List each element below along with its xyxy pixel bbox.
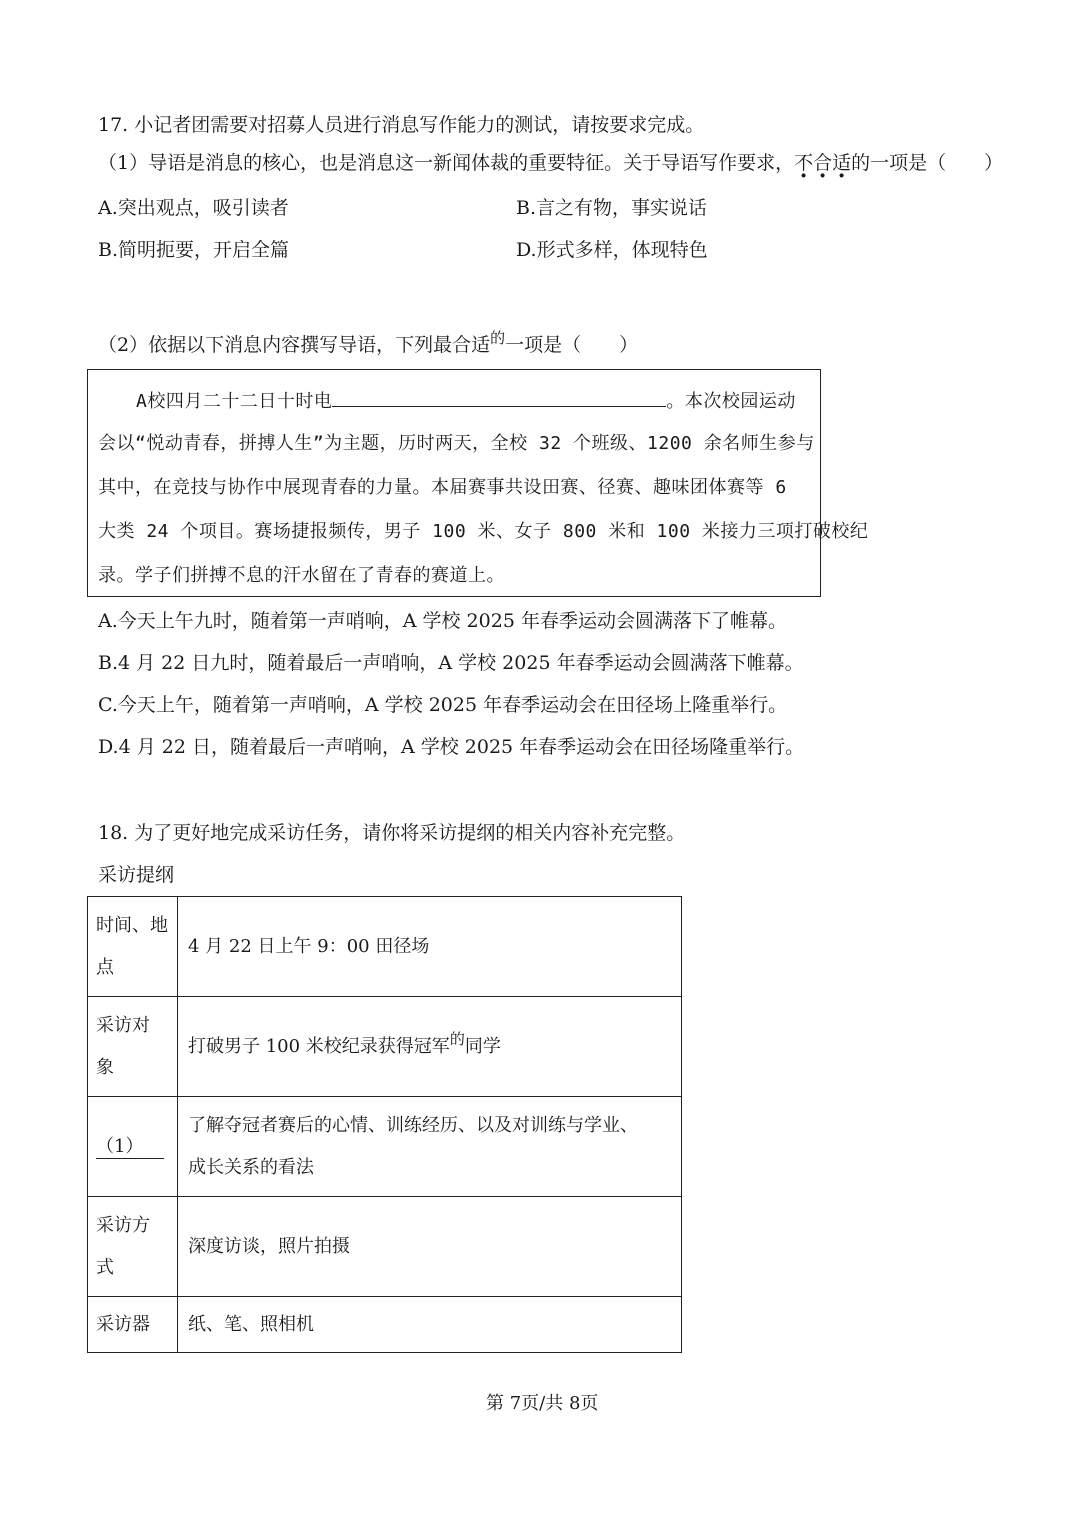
q17-part2-stem: [98, 329, 639, 358]
q17-part1-prefix: （1）导语是消息的核心，也是消息这一新闻体裁的重要特征。关于导语写作要求，: [98, 152, 795, 174]
row-value-pre: 打破男子 100 米校纪录获得冠军: [188, 1035, 450, 1057]
passage-dateline: A校四月二十二日十时电: [136, 391, 333, 412]
row-key-line2: 点: [96, 956, 114, 978]
q17-part2-option-b: B.4 月 22 日九时，随着最后一声哨响，A 学校 2025 年春季运动会圆满落下帷幕。: [98, 652, 804, 674]
passage-line-2: 会以“悦动青春，拼搏人生”为主题，历时两天，全校 32 个班级、1200 余名师生参与: [98, 433, 815, 454]
interview-outline-table: [87, 896, 682, 1353]
row-key-line1: 时间、地: [96, 914, 168, 936]
passage-line-3: 其中，在竞技与协作中展现青春的力量。本届赛事共设田赛、径赛、趣味团体赛等 6: [98, 477, 787, 498]
q18-title: 18. 为了更好地完成采访任务，请你将采访提纲的相关内容补充完整。: [98, 822, 686, 844]
row-value: 纸、笔、照相机: [178, 1297, 682, 1353]
row-value: 4 月 22 日上午 9：00 田径场: [178, 897, 682, 997]
row-key-blank: [88, 1097, 178, 1197]
emphasis-char: 不: [794, 152, 814, 174]
row-value-post: 同学: [464, 1035, 501, 1057]
q17-part1-option-a: A.突出观点，吸引读者: [98, 197, 289, 219]
passage-line-1: [136, 388, 796, 414]
q17-part2-option-d: D.4 月 22 日，随着最后一声哨响，A 学校 2025 年春季运动会在田径场隆重举行。: [98, 736, 805, 758]
q17-part2-sup: 的: [490, 329, 506, 347]
q17-part2-suffix: 一项是（: [505, 334, 582, 356]
passage-line1-tail: 。本次校园运动: [666, 391, 796, 412]
q17-part2-prefix: （2）依据以下消息内容撰写导语，下列最合适: [98, 334, 491, 356]
fill-in-blank: （1）: [96, 1136, 164, 1159]
row-key-line1: 采访方: [96, 1214, 150, 1236]
row-key-line1: 采访对: [96, 1014, 150, 1036]
q17-part1-option-b: B.言之有物，事实说话: [516, 197, 708, 219]
table-row: [88, 897, 682, 997]
q17-title: 17. 小记者团需要对招募人员进行消息写作能力的测试，请按要求完成。: [98, 114, 705, 136]
q17-part1-option-c: B.简明扼要，开启全篇: [98, 239, 290, 261]
q17-part2-option-c: C.今天上午，随着第一声哨响，A 学校 2025 年春季运动会在田径场上隆重举行。: [98, 694, 788, 716]
row-value: [178, 997, 682, 1097]
row-key-line2: 式: [96, 1256, 114, 1278]
passage-line-5: 录。学子们拼搏不息的汗水留在了青春的赛道上。: [98, 565, 505, 586]
row-value-line2: 成长关系的看法: [188, 1156, 314, 1178]
row-value-sup: 的: [449, 1029, 465, 1048]
q17-part2-close: ）: [619, 334, 639, 356]
page-footer: 第 7页/共 8页: [486, 1393, 599, 1414]
row-key: [88, 997, 178, 1097]
q17-part1-stem: [98, 151, 1003, 175]
row-key: [88, 1197, 178, 1297]
q17-part1-close: ）: [984, 152, 1004, 174]
row-value-line1: 了解夺冠者赛后的心情、训练经历、以及对训练与学业、: [188, 1114, 638, 1136]
emphasis-char: 适: [832, 152, 852, 174]
q17-part1-suffix: 的一项是（: [851, 152, 947, 174]
table-row: [88, 1097, 682, 1197]
q18-subtitle: 采访提纲: [98, 864, 175, 886]
table-row: [88, 1197, 682, 1297]
passage-line-4: 大类 24 个项目。赛场捷报频传，男子 100 米、女子 800 米和 100 米接力三项打破校纪: [98, 521, 869, 542]
row-value: 深度访谈，照片拍摄: [178, 1197, 682, 1297]
table-row: [88, 997, 682, 1097]
row-key-line2: 象: [96, 1056, 114, 1078]
passage-box: [87, 369, 869, 597]
row-key: 采访器: [88, 1297, 178, 1353]
q17-part2-option-a: A.今天上午九时，随着第一声哨响，A 学校 2025 年春季运动会圆满落下了帷幕。: [98, 610, 787, 632]
row-value: [178, 1097, 682, 1197]
table-row: [88, 1297, 682, 1353]
emphasis-char: 合: [813, 152, 833, 174]
lead-blank: [332, 388, 666, 407]
row-key: [88, 897, 178, 997]
q17-part1-option-d: D.形式多样，体现特色: [516, 239, 708, 261]
